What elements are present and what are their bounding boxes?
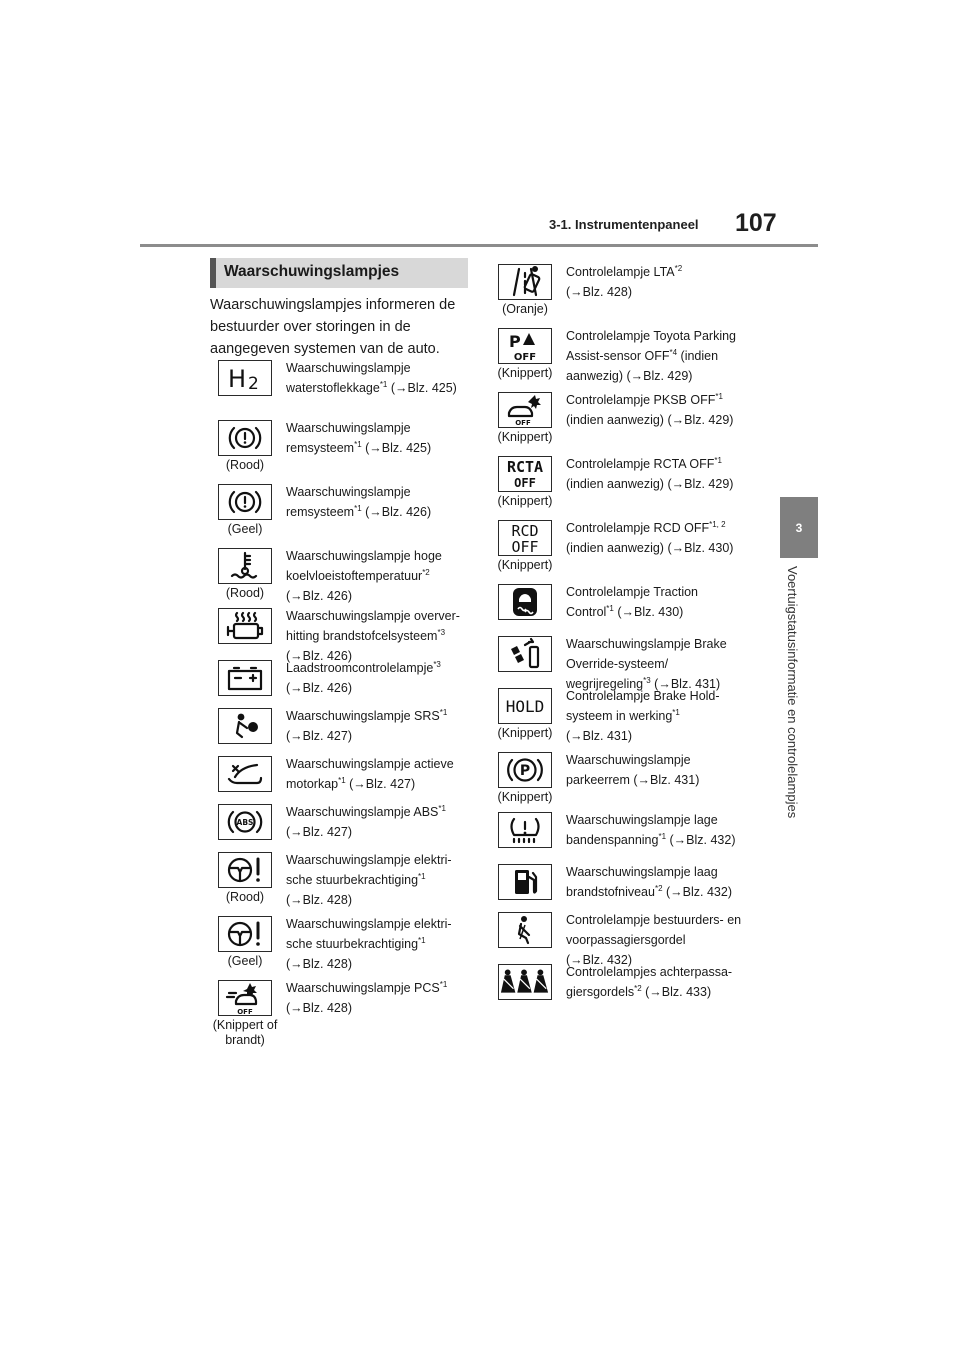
indicator-description xyxy=(286,850,471,910)
indicator-icon-cell xyxy=(216,756,274,792)
footnote-marker: *1 xyxy=(658,832,667,841)
svg-text:H: H xyxy=(228,365,247,393)
section-header: 3-1. Instrumentenpaneel xyxy=(549,217,699,232)
description-line: Laadstroomcontrolelampje xyxy=(286,661,434,675)
indicator-icon-cell xyxy=(496,964,554,1000)
description-line: Controlelampje Toyota Parking xyxy=(566,329,737,343)
brake-hold-icon xyxy=(498,688,552,724)
indicator-description xyxy=(286,358,471,398)
indicator-description xyxy=(286,658,471,698)
indicator-icon-cell xyxy=(216,360,274,396)
page-reference: (→Blz. 428) xyxy=(566,285,632,299)
footnote-marker: *1 xyxy=(439,708,448,717)
warning-light-row xyxy=(496,264,756,317)
footnote-marker: *4 xyxy=(669,348,678,357)
indicator-icon-cell xyxy=(496,328,554,381)
warning-light-row xyxy=(496,520,756,573)
page-reference: (→Blz. 425) xyxy=(361,441,432,455)
footnote-marker: *3 xyxy=(433,660,441,669)
indicator-description xyxy=(286,754,471,794)
indicator-description xyxy=(286,546,471,606)
indicator-color-caption: (Knippert) xyxy=(497,494,553,508)
warning-light-row xyxy=(216,360,471,398)
parking-assist-off-icon xyxy=(498,328,552,364)
description-line: Controlelampje LTA xyxy=(566,265,675,279)
indicator-icon-cell xyxy=(216,420,274,473)
footnote-marker: *1 xyxy=(672,708,680,717)
active-hood-icon xyxy=(218,756,272,792)
description-line: Waarschuwingslampje xyxy=(286,361,411,375)
seatbelt-icon xyxy=(498,912,552,948)
description-line: Waarschuwingslampje elektri- xyxy=(286,853,452,867)
indicator-icon-cell xyxy=(216,852,274,905)
indicator-description xyxy=(566,750,756,790)
warning-light-row xyxy=(496,812,756,850)
footnote-marker: *2 xyxy=(654,884,663,893)
description-line: Waarschuwingslampje Brake Override-systeem/ xyxy=(566,637,727,671)
pcs-off-icon xyxy=(218,980,272,1016)
page-number: 107 xyxy=(735,209,777,237)
brake-system-icon xyxy=(218,484,272,520)
rear-seatbelt-icon xyxy=(498,964,552,1000)
indicator-description xyxy=(286,418,471,458)
lta-icon xyxy=(498,264,552,300)
warning-light-row xyxy=(496,964,756,1002)
indicator-description xyxy=(286,802,471,842)
page-reference: (indien aanwezig) (→Blz. 429) xyxy=(566,349,719,383)
indicator-icon-cell xyxy=(496,456,554,509)
footnote-marker: *1 xyxy=(354,440,362,449)
page-reference: (→Blz. 428) xyxy=(286,893,352,907)
indicator-icon-cell xyxy=(496,392,554,445)
description-line: Waarschuwingslampje hoge xyxy=(286,549,442,563)
description-line: bandenspanning xyxy=(566,833,659,847)
page-reference: (→Blz. 428) xyxy=(286,1001,352,1015)
indicator-description xyxy=(566,962,756,1002)
page-reference: (indien aanwezig) (→Blz. 429) xyxy=(566,413,734,427)
indicator-description xyxy=(566,262,756,302)
svg-text:P: P xyxy=(519,763,531,779)
footnote-marker: *1 xyxy=(338,776,346,785)
description-line: waterstoflekkage xyxy=(286,381,380,395)
svg-text:RCTA: RCTA xyxy=(506,458,544,476)
description-line: koelvloeistoftemperatuur xyxy=(286,569,423,583)
chapter-tab: 3 xyxy=(780,497,818,558)
srs-airbag-icon xyxy=(218,708,272,744)
brake-system-icon xyxy=(218,420,272,456)
indicator-color-caption: (Rood) xyxy=(225,458,265,472)
description-line: parkeerrem (→Blz. 431) xyxy=(566,773,700,787)
indicator-icon-cell xyxy=(496,688,554,741)
description-line: Waarschuwingslampje xyxy=(286,485,411,499)
intro-text: Waarschuwingslampjes informeren de bestuurder over storingen in de aangegeven systemen van de auto. xyxy=(210,297,456,357)
low-fuel-icon xyxy=(498,864,552,900)
description-line: Waarschuwingslampje xyxy=(286,421,411,435)
indicator-description xyxy=(286,482,471,522)
page-reference: (→Blz. 432) xyxy=(662,885,732,899)
warning-light-row xyxy=(216,852,471,910)
indicator-description xyxy=(286,706,471,746)
description-line: motorkap xyxy=(286,777,339,791)
description-line: remsysteem xyxy=(286,505,355,519)
chapter-title: Voertuigstatusinformatie en controlelampjes xyxy=(785,566,800,819)
indicator-description xyxy=(566,862,756,902)
description-line: Controlelampje Brake Hold- xyxy=(566,689,720,703)
warning-light-row xyxy=(216,548,471,606)
svg-text:OFF: OFF xyxy=(514,476,536,490)
description-line: Waarschuwingslampje lage xyxy=(566,813,718,827)
svg-text:RCD: RCD xyxy=(511,522,539,540)
rcd-off-icon xyxy=(498,520,552,556)
page-reference: (→Blz. 427) xyxy=(345,777,416,791)
indicator-icon-cell xyxy=(216,660,274,696)
page-reference: (→Blz. 433) xyxy=(641,985,712,999)
footnote-marker: *1 xyxy=(438,804,446,813)
indicator-color-caption: (Rood) xyxy=(225,890,265,904)
section-title: Waarschuwingslampjes xyxy=(210,258,468,288)
indicator-description xyxy=(566,326,756,386)
indicator-icon-cell xyxy=(496,264,554,317)
description-line: Controlelampje RCTA OFF xyxy=(566,457,715,471)
pksb-off-icon xyxy=(498,392,552,428)
description-line: Controlelampje bestuurders- en voorpassagiersgordel xyxy=(566,913,742,947)
indicator-description xyxy=(566,582,756,622)
indicator-color-caption: (Rood) xyxy=(225,586,265,600)
description-line: systeem in werking xyxy=(566,709,673,723)
warning-light-row xyxy=(212,980,471,1048)
page-reference: (→Blz. 426) xyxy=(286,589,352,603)
description-line: Waarschuwingslampje actieve xyxy=(286,757,454,771)
page-reference: (→Blz. 428) xyxy=(286,957,352,971)
svg-text:ABS: ABS xyxy=(236,818,254,827)
page-reference: (→Blz. 427) xyxy=(286,825,352,839)
description-line: Waarschuwingslampje SRS xyxy=(286,709,440,723)
svg-text:2: 2 xyxy=(248,374,259,393)
rcta-off-icon xyxy=(498,456,552,492)
warning-light-row xyxy=(496,328,756,386)
page-reference: (→Blz. 431) xyxy=(650,677,721,691)
page-reference: (→Blz. 426) xyxy=(361,505,432,519)
indicator-icon-cell xyxy=(216,484,274,537)
indicator-icon-cell xyxy=(496,912,554,948)
indicator-description xyxy=(566,518,756,558)
svg-text:OFF: OFF xyxy=(513,352,537,363)
description-line: Controlelampje PKSB OFF xyxy=(566,393,716,407)
indicator-color-caption: (Geel) xyxy=(227,522,263,536)
description-line: sche stuurbekrachtiging xyxy=(286,873,419,887)
footnote-marker: *2 xyxy=(422,568,430,577)
page-reference: (→Blz. 431) xyxy=(566,729,632,743)
warning-light-row xyxy=(496,688,756,746)
description-line: remsysteem xyxy=(286,441,355,455)
traction-control-icon xyxy=(498,584,552,620)
indicator-color-caption: (Knippert of brandt) xyxy=(212,1018,278,1047)
footnote-marker: *3 xyxy=(643,676,651,685)
indicator-icon-cell xyxy=(496,752,554,805)
svg-text:P: P xyxy=(509,332,521,351)
description-line: hitting brandstofcelsysteem xyxy=(286,629,438,643)
coolant-temperature-icon xyxy=(218,548,272,584)
description-line: sche stuurbekrachtiging xyxy=(286,937,419,951)
indicator-description xyxy=(566,390,756,430)
description-line: Waarschuwingslampje xyxy=(566,753,691,767)
indicator-icon-cell xyxy=(216,708,274,744)
footnote-marker: *1 xyxy=(714,456,722,465)
svg-text:HOLD: HOLD xyxy=(505,697,545,716)
page-reference: (→Blz. 432) xyxy=(666,833,736,847)
brake-override-icon xyxy=(498,636,552,672)
hydrogen-leak-icon xyxy=(218,360,272,396)
footnote-marker: *2 xyxy=(634,984,642,993)
footnote-marker: *1 xyxy=(715,392,723,401)
indicator-icon-cell xyxy=(216,608,274,644)
indicator-color-caption: (Knippert) xyxy=(497,558,553,572)
description-line: Waarschuwingslampje laag xyxy=(566,865,718,879)
footnote-marker: *1 xyxy=(379,380,388,389)
warning-light-row xyxy=(216,804,471,842)
fuel-cell-overheat-icon xyxy=(218,608,272,644)
page-reference: (→Blz. 430) xyxy=(613,605,684,619)
indicator-icon-cell xyxy=(496,864,554,900)
page-reference: (indien aanwezig) (→Blz. 430) xyxy=(566,541,734,555)
footnote-marker: *1 xyxy=(439,980,448,989)
abs-icon xyxy=(218,804,272,840)
power-steering-icon xyxy=(218,916,272,952)
battery-icon xyxy=(218,660,272,696)
warning-light-row xyxy=(216,420,471,473)
description-line: (→Blz. 432) xyxy=(566,953,632,967)
description-line: Assist-sensor OFF xyxy=(566,349,670,363)
page-reference: (→Blz. 427) xyxy=(286,729,352,743)
footnote-marker: *1 xyxy=(606,604,614,613)
indicator-color-caption: (Knippert) xyxy=(497,430,553,444)
indicator-icon-cell xyxy=(496,636,554,672)
page-reference: (→Blz. 426) xyxy=(286,649,352,663)
description-line: Waarschuwingslampje PCS xyxy=(286,981,440,995)
warning-light-row xyxy=(216,708,471,746)
parking-brake-icon xyxy=(498,752,552,788)
indicator-color-caption: (Geel) xyxy=(227,954,263,968)
warning-light-row xyxy=(216,916,471,974)
description-line: wegrijregeling xyxy=(566,677,644,691)
warning-light-row xyxy=(496,584,756,622)
description-line: brandstofniveau xyxy=(566,885,655,899)
page-reference: (→Blz. 426) xyxy=(286,681,352,695)
indicator-color-caption: (Knippert) xyxy=(497,366,553,380)
indicator-icon-cell xyxy=(496,520,554,573)
warning-light-row xyxy=(216,660,471,698)
indicator-icon-cell xyxy=(216,804,274,840)
footnote-marker: *2 xyxy=(674,264,683,273)
tire-pressure-icon xyxy=(498,812,552,848)
indicator-icon-cell xyxy=(496,812,554,848)
footnote-marker: *3 xyxy=(437,628,446,637)
footnote-marker: *1, 2 xyxy=(709,520,726,529)
indicator-description xyxy=(566,454,756,494)
description-line: Waarschuwingslampje ABS xyxy=(286,805,439,819)
warning-light-row xyxy=(216,756,471,794)
header-divider xyxy=(140,244,818,247)
description-line: Waarschuwingslampje elektri- xyxy=(286,917,452,931)
indicator-icon-cell xyxy=(216,548,274,601)
warning-light-row xyxy=(496,392,756,445)
indicator-description xyxy=(566,686,756,746)
description-line: Waarschuwingslampje overver- xyxy=(286,609,460,623)
page-reference: (indien aanwezig) (→Blz. 429) xyxy=(566,477,734,491)
indicator-description xyxy=(286,914,471,974)
indicator-color-caption: (Knippert) xyxy=(497,790,553,804)
indicator-description xyxy=(566,634,756,694)
indicator-color-caption: (Knippert) xyxy=(497,726,553,740)
warning-light-row xyxy=(496,864,756,902)
footnote-marker: *1 xyxy=(418,872,426,881)
svg-text:OFF: OFF xyxy=(515,419,531,427)
warning-light-row xyxy=(216,484,471,537)
description-line: giersgordels xyxy=(566,985,635,999)
indicator-description xyxy=(286,978,471,1018)
warning-light-row xyxy=(496,752,756,805)
indicator-description xyxy=(286,606,471,666)
description-line: Control xyxy=(566,605,607,619)
power-steering-icon xyxy=(218,852,272,888)
description-line: Controlelampjes achterpassa- xyxy=(566,965,733,979)
indicator-color-caption: (Oranje) xyxy=(502,302,548,316)
footnote-marker: *1 xyxy=(354,504,362,513)
indicator-icon-cell xyxy=(496,584,554,620)
footnote-marker: *1 xyxy=(418,936,426,945)
page-reference: (→Blz. 425) xyxy=(387,381,457,395)
svg-text:OFF: OFF xyxy=(237,1008,253,1015)
warning-light-row xyxy=(496,456,756,509)
indicator-icon-cell xyxy=(212,980,278,1048)
description-line: Controlelampje RCD OFF xyxy=(566,521,710,535)
indicator-description xyxy=(566,810,756,850)
description-line: Controlelampje Traction xyxy=(566,585,699,599)
indicator-description xyxy=(566,910,756,970)
indicator-icon-cell xyxy=(216,916,274,969)
svg-text:OFF: OFF xyxy=(511,538,539,555)
